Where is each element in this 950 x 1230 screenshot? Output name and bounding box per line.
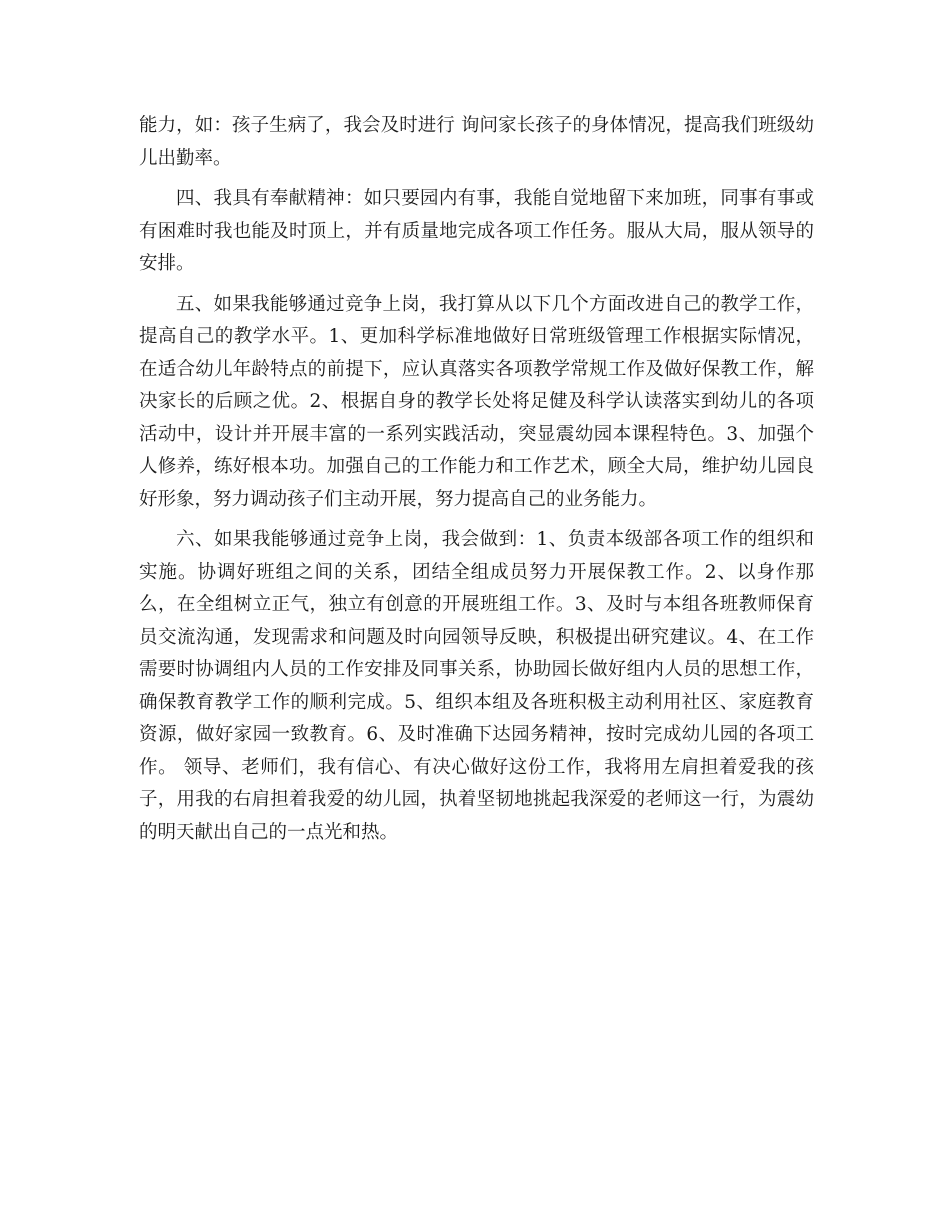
paragraph-continuation: 能力，如：孩子生病了，我会及时进行 询问家长孩子的身体情况，提高我们班级幼儿出勤率。 bbox=[139, 115, 814, 169]
document-body bbox=[139, 110, 814, 857]
paragraph-dedication: 四、我具有奉献精神：如只要园内有事，我能自觉地留下来加班，同事有事或有困难时我也能及时顶上，并有质量地完成各项工作任务。服从大局，服从领导的安排。 bbox=[139, 188, 814, 274]
paragraph-commitments: 六、如果我能够通过竞争上岗，我会做到：1、负责本级部各项工作的组织和实施。协调好班组之间的关系，团结全组成员努力开展保教工作。2、以身作那么，在全组树立正气，独立有创意的开展班组工作。3、及时与本组各班教师保育员交流沟通，发现需求和问题及时向园领导反映，积极提出研究建议。4、在工作需要时协调组内人员的工作安排及同事关系，协助园长做好组内人员的思想工作，确保教育教学工作的顺利完成。5、组织本组及各班积极主动利用社区、家庭教育资源，做好家园一致教育。6、及时准确下达园务精神，按时完成幼儿园的各项工作。 领导、老师们，我有信心、有决心做好这份工作，我将用左肩担着爱我的孩子，用我的右肩担着我爱的幼儿园，执着坚韧地挑起我深爱的老师这一行，为震幼的明天献出自己的一点光和热。 bbox=[139, 529, 814, 843]
paragraph-teaching-plan: 五、如果我能够通过竞争上岗，我打算从以下几个方面改进自己的教学工作，提高自己的教学水平。1、更加科学标准地做好日常班级管理工作根据实际情况，在适合幼儿年龄特点的前提下，应认真落实各项教学常规工作及做好保教工作，解决家长的后顾之优。2、根据自身的教学长处将足健及科学认读落实到幼儿的各项活动中，设计并开展丰富的一系列实践活动，突显震幼园本课程特色。3、加强个人修养，练好根本功。加强自己的工作能力和工作艺术，顾全大局，维护幼儿园良好形象，努力调动孩子们主动开展，努力提高自己的业务能力。 bbox=[139, 293, 814, 510]
